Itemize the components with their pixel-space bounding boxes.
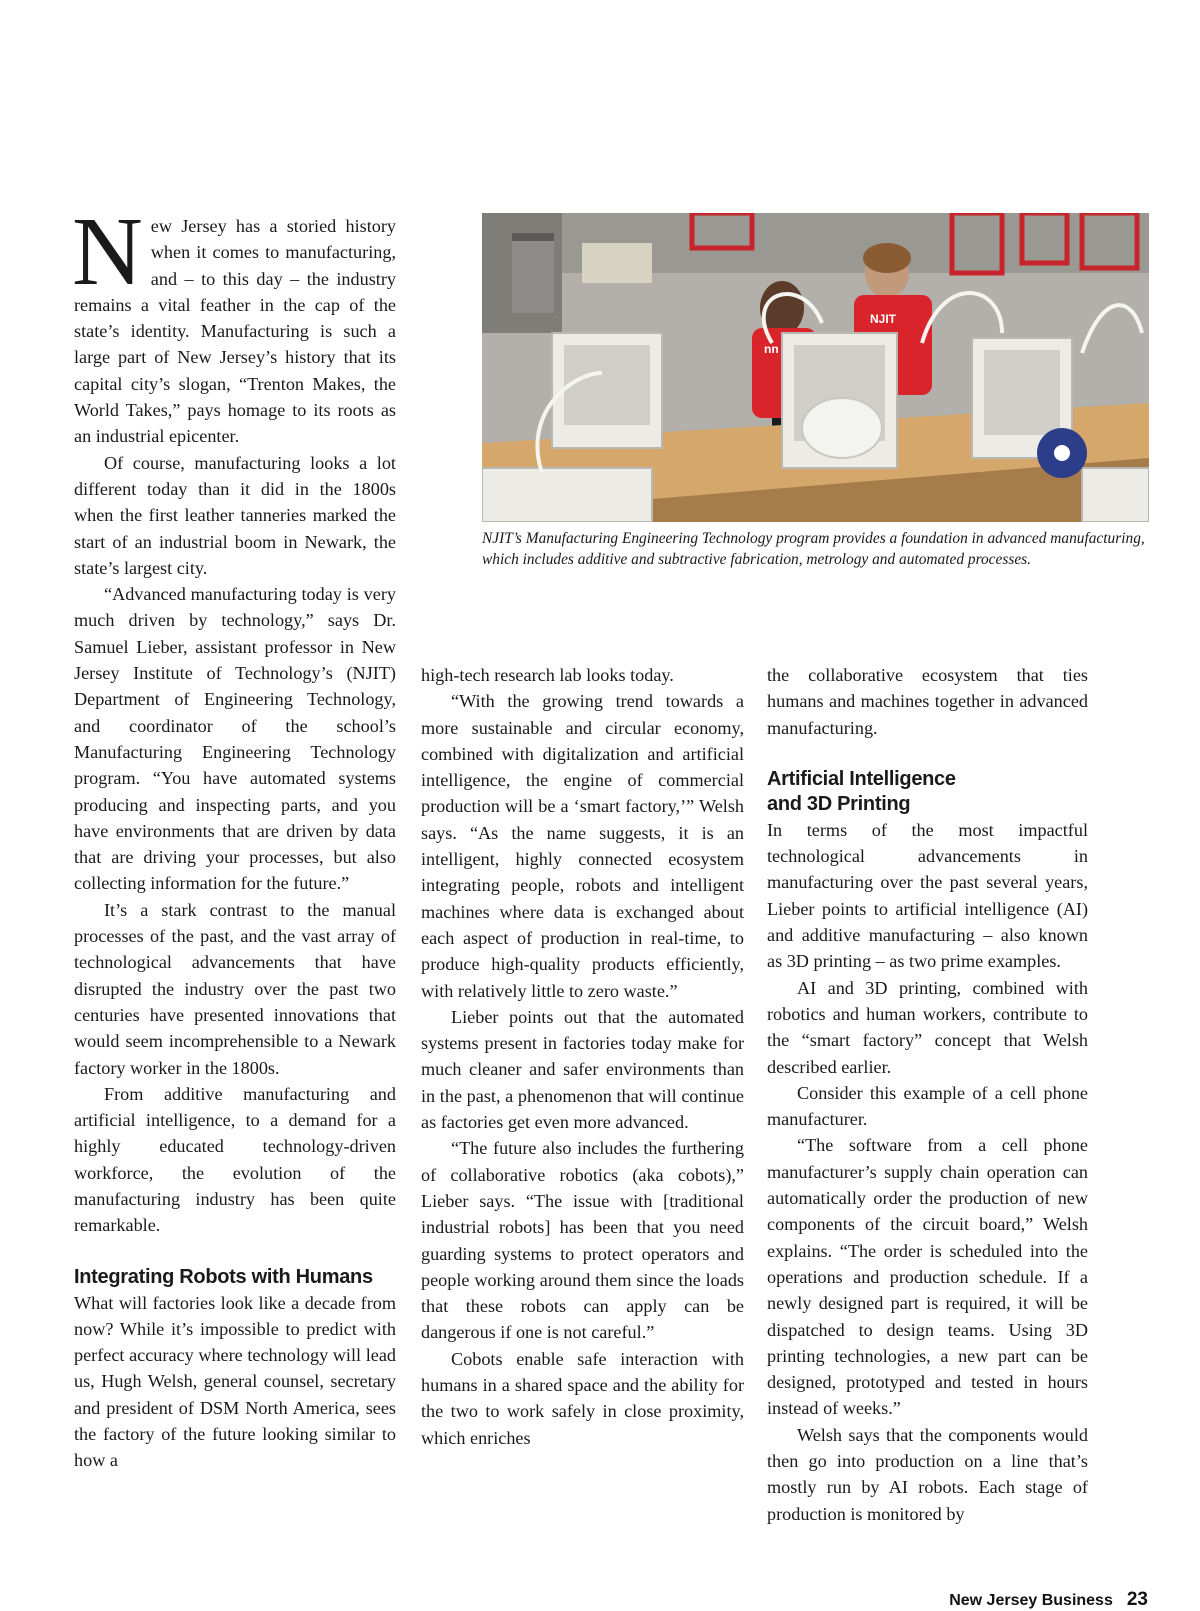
paragraph: AI and 3D printing, combined with robotics and human workers, contribute to the “smart factory” concept that Welsh described earlier. <box>767 977 1088 1077</box>
paragraph: From additive manufacturing and artificial intelligence, to a demand for a highly educated technology-driven workforce, the evolution of the manufacturing industry has been quite remarkable. <box>74 1083 396 1236</box>
subheading-robots: Integrating Robots with Humans <box>74 1265 373 1288</box>
paragraph: “The software from a cell phone manufacturer’s supply chain operation can automatically order the production of new components of the circuit board,” Welsh explains. “The order is scheduled into the operations and production schedule. If a newly designed part is required, it will be dispatched to design teams. Using 3D printing technologies, a new part can be designed, prototyped and tested in hours instead of weeks.” <box>767 1135 1088 1419</box>
page-footer <box>949 1589 1148 1611</box>
paragraph: Cobots enable safe interaction with humans in a shared space and the ability for the two to work safely in close proximity, which enriches <box>421 1348 744 1448</box>
article-column-3 <box>767 662 1088 1527</box>
paragraph: Consider this example of a cell phone manufacturer. <box>767 1082 1088 1130</box>
paragraph: “With the growing trend towards a more sustainable and circular economy, combined with digitalization and artificial intelligence, the engine of commercial production will be a ‘smart factory,’” Welsh says. “As the name suggests, it is an intelligent, highly connected ecosystem integrating people, robots and intelligent machines where data is exchanged about each aspect of production in real-time, to produce high-quality products efficiently, with relatively little to zero waste.” <box>421 691 744 1001</box>
paragraph: Of course, manufacturing looks a lot different today than it did in the 1800s when the first leather tanneries marked the start of an industrial boom in Newark, the state’s largest city. <box>74 452 396 578</box>
publication-name: New Jersey Business <box>949 1592 1113 1609</box>
photo-caption: NJIT’s Manufacturing Engineering Technology program provides a foundation in advanced manufacturing, which includes additive and subtractive fabrication, metrology and automated processes. <box>482 530 1145 568</box>
article-column-1 <box>72 198 396 1474</box>
paragraph: Lieber points out that the automated systems present in factories today make for much cleaner and safer environments than in the past, a phenomenon that will continue as factories get even more advanced. <box>421 1006 744 1133</box>
paragraph: “Advanced manufacturing today is very much driven by technology,” says Dr. Samuel Lieber, assistant professor in New Jersey Institute of Technology’s (NJIT) Department of Engineering Technology, and coordinator of the school’s Manufacturing Engineering Technology program. “You have automated systems producing and inspecting parts, and you have environments that are driven by data that are driving your processes, but also collecting information for the future.” <box>74 584 396 894</box>
paragraph: high-tech research lab looks today. <box>421 665 674 685</box>
shirt-text-left: nn <box>764 342 779 356</box>
paragraph: In terms of the most impactful technological advancements in manufacturing over the past several years, Lieber points to artificial intelligence (AI) and additive manufacturing – also known as 3D printing – as two prime examples. <box>767 819 1088 972</box>
paragraph: What will factories look like a decade from now? While it’s impossible to predict with perfect accuracy where technology will lead us, Hugh Welsh, general counsel, secretary and president of DSM North America, sees the factory of the future looking similar to how a <box>74 1292 396 1471</box>
paragraph-text: ew Jersey has a storied history when it comes to manufacturing, and – to this day – the industry remains a vital feather in the cap of the state’s identity. Manufacturing is such a large part of New Jersey’s history that its capital city’s slogan, “Trenton Makes, the World Takes,” pays homage to its roots as an industrial epicenter. <box>74 216 396 447</box>
paragraph: “The future also includes the furthering of collaborative robotics (aka cobots),” Lieber says. “The issue with [traditional industrial robots] has been that you need guarding systems to protect operators and people working around them since the loads that these robots can apply can be dangerous if one is not careful.” <box>421 1138 744 1343</box>
drop-cap: N <box>72 198 143 306</box>
lab-photo <box>482 213 1149 522</box>
lab-photo-illustration <box>482 213 1149 522</box>
shirt-text-right: NJIT <box>870 312 897 326</box>
page-number: 23 <box>1126 1589 1148 1610</box>
paragraph: the collaborative ecosystem that ties humans and machines together in advanced manufacturing. <box>767 665 1088 738</box>
intro-paragraph <box>72 198 396 450</box>
subheading-ai-3d-printing: Artificial Intelligence and 3D Printing <box>767 767 956 815</box>
paragraph: Welsh says that the components would then go into production on a line that’s mostly run by AI robots. Each stage of production is monitored by <box>767 1424 1088 1524</box>
paragraph: It’s a stark contrast to the manual processes of the past, and the vast array of technological advancements that have disrupted the industry over the past two centuries have presented innovations that would seem incomprehensible to a Newark factory worker in the 1800s. <box>74 899 396 1078</box>
article-column-2 <box>421 662 744 1451</box>
